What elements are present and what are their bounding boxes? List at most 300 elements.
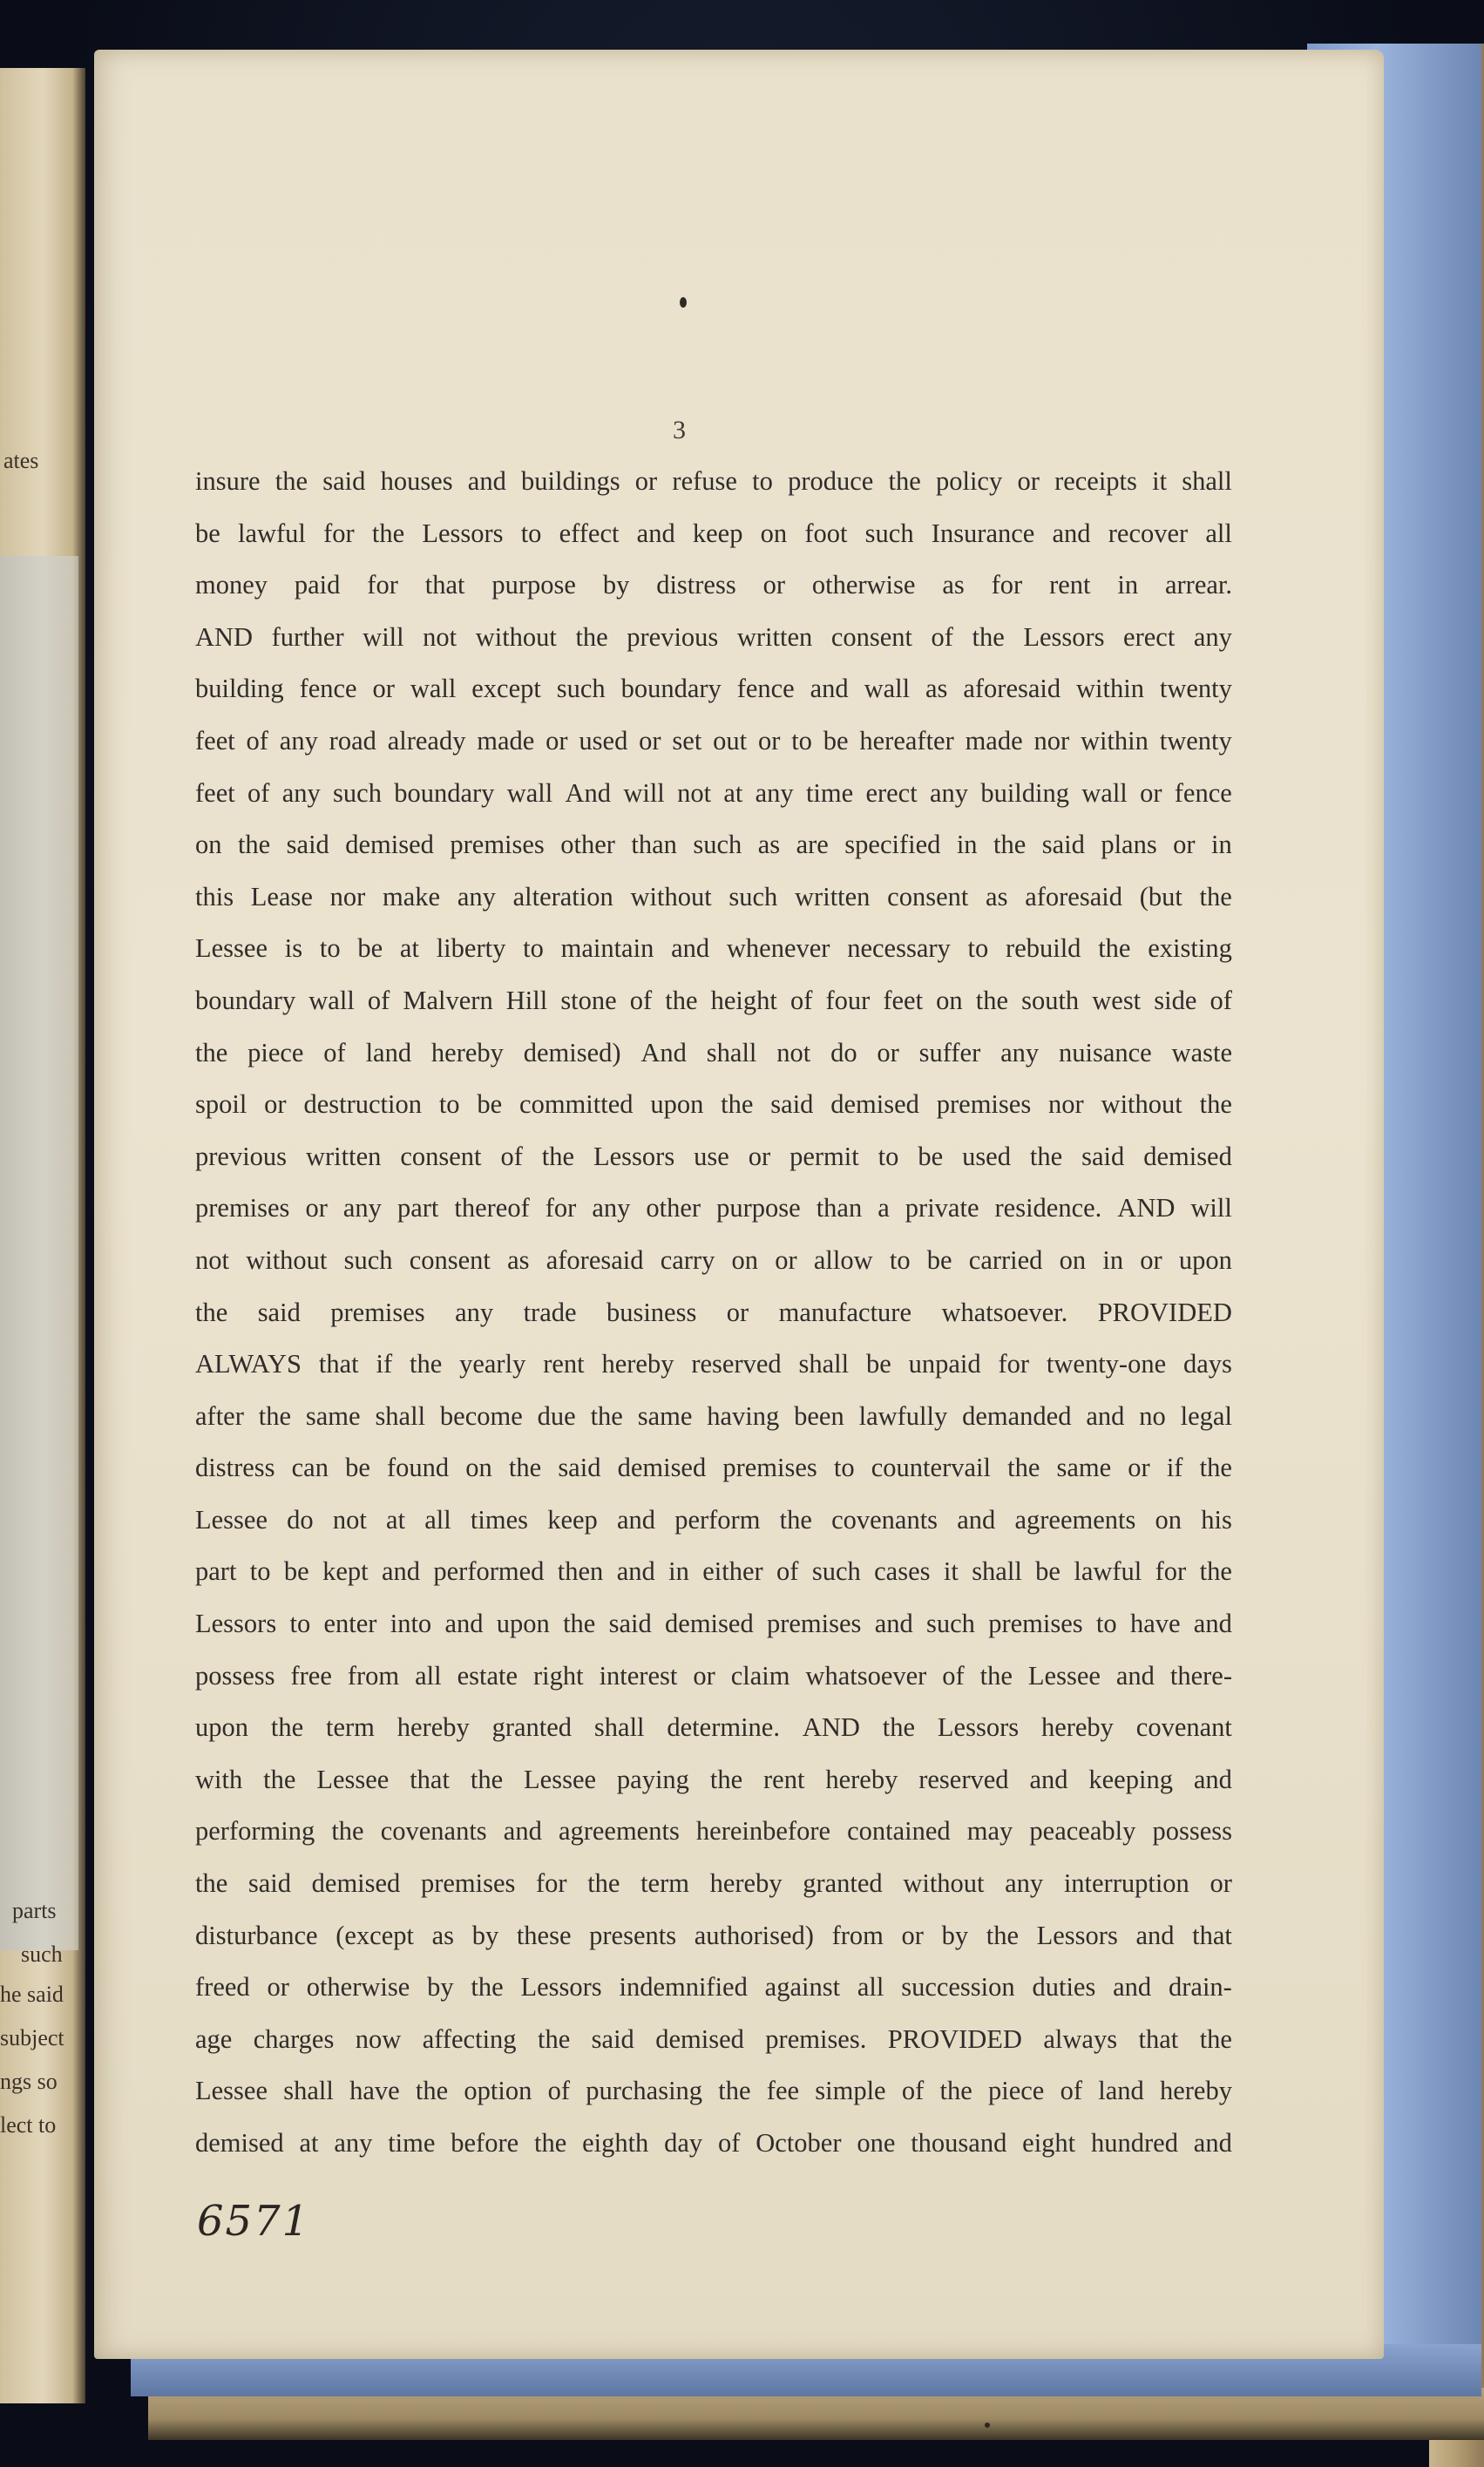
text-word: possess xyxy=(1152,1816,1232,1847)
text-word: as xyxy=(431,1920,455,1950)
text-word: is xyxy=(284,933,303,964)
text-word: day xyxy=(664,2128,703,2158)
text-word: land xyxy=(1098,2076,1144,2106)
text-word: determine. xyxy=(667,1712,780,1743)
text-word: premises xyxy=(450,830,545,860)
text-word: fee xyxy=(766,2076,800,2106)
text-word: that xyxy=(1192,1920,1232,1950)
text-word: enter xyxy=(323,1609,377,1639)
text-word: the xyxy=(541,1141,575,1171)
text-word: upon xyxy=(650,1089,704,1120)
text-word: said xyxy=(1081,1141,1125,1171)
text-word: to xyxy=(889,1244,911,1275)
text-word: permit xyxy=(789,1141,859,1171)
text-word: or xyxy=(757,725,781,756)
text-word: such xyxy=(693,830,742,860)
text-word: granted xyxy=(803,1868,883,1899)
text-word: hereinbefore xyxy=(695,1816,831,1847)
text-word: consent xyxy=(400,1141,482,1171)
text-word: wall xyxy=(864,674,911,704)
text-word: the xyxy=(1199,1556,1232,1587)
text-word: than xyxy=(631,830,677,860)
text-line xyxy=(195,1609,1232,1661)
text-word: of xyxy=(547,2076,570,2106)
text-word: AND xyxy=(1117,1193,1176,1223)
text-word: demised xyxy=(830,1089,919,1120)
ink-mark xyxy=(680,297,687,308)
text-line xyxy=(195,2024,1232,2077)
text-word: any xyxy=(279,725,318,756)
text-word: same xyxy=(1056,1453,1112,1483)
text-word: as xyxy=(757,830,781,860)
text-word: the xyxy=(270,1712,304,1743)
text-word: the xyxy=(263,1764,296,1794)
text-word: other xyxy=(560,830,615,860)
text-word: in xyxy=(1211,830,1232,860)
text-word: all xyxy=(424,1504,451,1535)
text-word: if xyxy=(376,1349,393,1379)
text-word: yearly xyxy=(459,1349,526,1379)
text-word: Lessee xyxy=(316,1764,390,1794)
text-word: times xyxy=(470,1504,529,1535)
text-word: be xyxy=(926,1244,952,1275)
previous-page-tint xyxy=(0,556,78,1950)
text-word: Lessee xyxy=(524,1764,597,1794)
text-word: peaceably xyxy=(1029,1816,1136,1847)
text-word: the xyxy=(1199,881,1232,912)
text-word: premises xyxy=(766,1609,862,1639)
text-word: or xyxy=(775,1244,797,1275)
text-word: or xyxy=(1140,777,1162,808)
text-word: the xyxy=(471,1972,504,2003)
text-line xyxy=(195,1401,1232,1454)
text-word: necessary xyxy=(847,933,951,964)
text-word: agreements xyxy=(1014,1504,1136,1535)
text-word: cases xyxy=(874,1556,931,1587)
text-word: or xyxy=(545,725,568,756)
text-word: found xyxy=(387,1453,450,1483)
text-word: any xyxy=(929,777,969,808)
text-word: further xyxy=(271,621,344,652)
text-word: authorised) xyxy=(694,1920,814,1950)
text-word: make xyxy=(383,881,441,912)
text-word: on xyxy=(760,518,788,548)
text-word: legal xyxy=(1180,1400,1232,1431)
text-word: shall xyxy=(1182,466,1232,496)
text-word: demised xyxy=(655,2023,744,2054)
text-word: policy xyxy=(935,466,1003,496)
text-word: of xyxy=(323,1037,346,1067)
text-line xyxy=(195,986,1232,1038)
text-word: shall xyxy=(375,1400,426,1431)
text-word: hereby xyxy=(709,1868,783,1899)
text-word: distress xyxy=(656,570,736,600)
text-word: wall xyxy=(506,777,553,808)
text-word: AND xyxy=(802,1712,860,1743)
text-word: distress xyxy=(195,1453,275,1483)
text-word: residence. xyxy=(994,1193,1102,1223)
text-word: the xyxy=(718,2076,751,2106)
text-word: if xyxy=(1166,1453,1183,1483)
text-line xyxy=(195,1765,1232,1817)
text-word: land xyxy=(365,1037,412,1067)
text-word: drain- xyxy=(1169,1972,1232,2003)
text-word: eight xyxy=(1022,2128,1076,2158)
text-line xyxy=(195,778,1232,830)
text-word: allow xyxy=(813,1244,873,1275)
text-word: aforesaid xyxy=(963,674,1061,704)
text-word: the xyxy=(1098,933,1131,964)
text-word: any xyxy=(334,2128,373,2158)
text-word: of xyxy=(931,621,953,652)
text-word: Lessee xyxy=(1027,1660,1101,1691)
text-word: as xyxy=(942,570,965,600)
text-word: term xyxy=(325,1712,375,1743)
text-word: already xyxy=(387,725,466,756)
text-word: to xyxy=(833,1453,855,1483)
text-word: and xyxy=(1193,2128,1232,2158)
text-word: premises xyxy=(722,1453,817,1483)
text-word: side xyxy=(1154,985,1197,1015)
text-word: premises xyxy=(195,1193,290,1223)
text-word: either xyxy=(702,1556,763,1587)
text-word: insure xyxy=(195,466,261,496)
text-word: can xyxy=(291,1453,329,1483)
text-word: use xyxy=(694,1141,729,1171)
text-word: any xyxy=(1005,1868,1044,1899)
text-word: term xyxy=(640,1868,689,1899)
text-word: the xyxy=(331,1816,364,1847)
text-word: demised xyxy=(1143,1141,1232,1171)
text-word: to xyxy=(752,466,773,496)
text-word: same xyxy=(637,1400,693,1431)
text-word: twenty xyxy=(1159,674,1232,704)
handwritten-note: 6571 xyxy=(197,2197,311,2246)
binding-pin xyxy=(985,2423,990,2428)
text-word: kept xyxy=(322,1556,369,1587)
text-word: upon xyxy=(1178,1244,1232,1275)
text-word: of xyxy=(500,1141,523,1171)
text-line xyxy=(195,1453,1232,1505)
text-word: will xyxy=(623,777,665,808)
text-line xyxy=(195,1868,1232,1921)
text-word: whatsoever xyxy=(805,1660,927,1691)
text-word: not xyxy=(776,1037,811,1067)
text-word: other xyxy=(646,1193,701,1223)
text-word: whatsoever. xyxy=(941,1297,1068,1327)
text-word: of xyxy=(776,1556,799,1587)
text-word: any xyxy=(455,1297,494,1327)
text-word: interest xyxy=(599,1660,678,1691)
lease-body-text xyxy=(195,466,1232,2180)
text-word: there- xyxy=(1169,1660,1232,1691)
text-line xyxy=(195,882,1232,934)
previous-page-fragment: lect to xyxy=(0,2112,57,2138)
text-word: to xyxy=(523,933,544,964)
text-line xyxy=(195,2128,1232,2180)
text-word: performing xyxy=(195,1816,315,1847)
text-word: interruption xyxy=(1063,1868,1189,1899)
text-word: may xyxy=(966,1816,1013,1847)
text-word: said xyxy=(608,1609,652,1639)
text-word: Lessors xyxy=(1023,621,1105,652)
text-word: building xyxy=(980,777,1069,808)
text-word: or xyxy=(748,1141,771,1171)
text-word: PROVIDED xyxy=(887,2023,1022,2054)
text-word: the xyxy=(779,1504,812,1535)
text-word: buildings xyxy=(521,466,620,496)
text-word: and xyxy=(444,1609,484,1639)
text-word: eighth xyxy=(582,2128,649,2158)
text-word: or xyxy=(1017,466,1040,496)
text-word: performed xyxy=(433,1556,545,1587)
text-line xyxy=(195,1661,1232,1713)
text-word: and xyxy=(810,674,849,704)
text-word: in xyxy=(668,1556,689,1587)
text-word: and xyxy=(467,466,506,496)
text-word: nor xyxy=(329,881,366,912)
text-word: within xyxy=(1076,674,1144,704)
text-word: to xyxy=(249,1556,271,1587)
text-word: all xyxy=(857,1972,884,2003)
text-word: private xyxy=(905,1193,979,1223)
text-word: covenant xyxy=(1135,1712,1232,1743)
text-word: said xyxy=(1041,830,1085,860)
text-word: to xyxy=(289,1609,311,1639)
text-line xyxy=(195,1505,1232,1557)
text-word: the xyxy=(508,1453,542,1483)
text-word: from xyxy=(831,1920,884,1950)
text-word: not xyxy=(195,1244,229,1275)
text-word: before xyxy=(451,2128,519,2158)
text-line xyxy=(195,1298,1232,1350)
text-word: from xyxy=(347,1660,400,1691)
text-word: on xyxy=(1155,1504,1182,1535)
text-word: reserved xyxy=(691,1349,782,1379)
text-word: the xyxy=(1007,1453,1040,1483)
previous-page-edge xyxy=(0,68,85,2403)
text-word: (except xyxy=(335,1920,414,1950)
text-word: rent xyxy=(1049,570,1091,600)
text-word: or xyxy=(693,1660,715,1691)
text-word: of xyxy=(789,985,813,1015)
text-word: without xyxy=(475,621,557,652)
text-word: rent xyxy=(763,1764,805,1794)
text-word: piece xyxy=(987,2076,1045,2106)
text-word: of xyxy=(629,985,653,1015)
text-line xyxy=(195,1556,1232,1609)
text-line xyxy=(195,622,1232,674)
text-word: by xyxy=(427,1972,454,2003)
text-word: Insurance xyxy=(931,518,1035,548)
text-word: demanded xyxy=(962,1400,1072,1431)
text-word: such xyxy=(926,1609,975,1639)
text-word: business xyxy=(606,1297,697,1327)
text-word: any xyxy=(592,1193,631,1223)
text-word: no xyxy=(1139,1400,1166,1431)
text-word: houses xyxy=(380,466,453,496)
previous-page-fragment: such xyxy=(21,1942,63,1967)
text-word: paid xyxy=(294,570,341,600)
text-word: carry xyxy=(660,1244,715,1275)
text-word: due xyxy=(537,1400,576,1431)
text-line xyxy=(195,674,1232,726)
text-word: feet xyxy=(195,725,235,756)
text-word: fence xyxy=(736,674,795,704)
text-word: premises. xyxy=(765,2023,867,2054)
text-word: the xyxy=(371,518,405,548)
text-word: of xyxy=(246,725,268,756)
text-word: aforesaid xyxy=(1025,881,1122,912)
text-word: waste xyxy=(1171,1037,1232,1067)
text-word: presents xyxy=(589,1920,677,1950)
text-word: possess xyxy=(195,1660,275,1691)
text-word: or xyxy=(267,1972,289,2003)
text-word: for xyxy=(535,1868,567,1899)
text-word: wall xyxy=(308,985,355,1015)
text-word: lawful xyxy=(1074,1556,1142,1587)
text-word: will xyxy=(363,621,404,652)
text-word: by xyxy=(602,570,630,600)
text-word: of xyxy=(942,1660,965,1691)
text-word: be xyxy=(283,1556,309,1587)
text-word: maintain xyxy=(560,933,654,964)
text-word: Lessors xyxy=(937,1712,1020,1743)
text-word: hereby xyxy=(1040,1712,1114,1743)
text-word: of xyxy=(901,2076,925,2106)
text-word: not xyxy=(332,1504,367,1535)
text-word: and xyxy=(636,518,675,548)
text-word: the xyxy=(979,1660,1013,1691)
text-word: on xyxy=(731,1244,759,1275)
text-word: the xyxy=(195,1868,228,1899)
text-word: that xyxy=(318,1349,359,1379)
text-word: any xyxy=(1000,1037,1040,1067)
text-word: Lessee xyxy=(195,2076,268,2106)
text-word: of xyxy=(367,985,390,1015)
text-word: fence xyxy=(1174,777,1232,808)
text-word: spoil xyxy=(195,1089,247,1120)
text-word: that xyxy=(1138,2023,1179,2054)
text-word: this xyxy=(195,881,234,912)
text-word: to xyxy=(438,1089,460,1120)
text-word: otherwise xyxy=(811,570,916,600)
text-word: thousand xyxy=(911,2128,1007,2158)
text-word: purpose xyxy=(491,570,576,600)
text-word: charges xyxy=(253,2023,335,2054)
text-word: be xyxy=(477,1089,503,1120)
text-word: shall xyxy=(283,2076,334,2106)
text-word: shall xyxy=(593,1712,645,1743)
previous-page-fragment: ngs so xyxy=(0,2069,58,2094)
text-word: age xyxy=(195,2023,233,2054)
text-word: at xyxy=(386,1504,406,1535)
text-word: used xyxy=(962,1141,1011,1171)
text-word: the xyxy=(587,1868,620,1899)
text-word: not xyxy=(677,777,712,808)
text-word: granted xyxy=(491,1712,573,1743)
text-word: the xyxy=(575,621,608,652)
text-word: consent xyxy=(409,1244,491,1275)
text-word: the xyxy=(470,1764,504,1794)
text-word: time xyxy=(388,2128,436,2158)
text-word: previous xyxy=(195,1141,288,1171)
text-word: by xyxy=(471,1920,499,1950)
text-word: on xyxy=(936,985,963,1015)
text-word: unpaid xyxy=(908,1349,981,1379)
text-word: (but xyxy=(1139,881,1182,912)
text-word: keeping xyxy=(1088,1764,1173,1794)
text-word: October xyxy=(756,2128,842,2158)
text-word: demised xyxy=(345,830,434,860)
text-word: hereafter xyxy=(859,725,954,756)
text-word: be xyxy=(823,725,849,756)
text-word: hereby xyxy=(825,1764,898,1794)
text-word: all xyxy=(415,1660,442,1691)
text-line xyxy=(195,1193,1232,1245)
text-word: agreements xyxy=(558,1816,680,1847)
previous-page-fragment: ates xyxy=(3,448,39,473)
text-word: then xyxy=(557,1556,604,1587)
text-word: be xyxy=(357,933,383,964)
text-line xyxy=(195,518,1232,571)
text-word: Malvern xyxy=(403,985,493,1015)
text-word: or xyxy=(372,674,395,704)
text-word: a xyxy=(878,1193,890,1223)
text-word: or xyxy=(1140,1244,1162,1275)
text-word: four xyxy=(825,985,871,1015)
text-word: than xyxy=(816,1193,863,1223)
text-word: been xyxy=(794,1400,844,1431)
text-word: into xyxy=(390,1609,432,1639)
text-word: the xyxy=(709,1764,743,1794)
text-word: and xyxy=(616,1556,655,1587)
text-word: of xyxy=(1060,2076,1082,2106)
text-word: said xyxy=(286,830,329,860)
text-word: boundary xyxy=(394,777,495,808)
text-word: and xyxy=(1113,1972,1152,2003)
text-word: said xyxy=(770,1089,814,1120)
text-word: without xyxy=(1101,1089,1182,1120)
text-word: such xyxy=(728,881,778,912)
text-word: And xyxy=(640,1037,687,1067)
text-word: affecting xyxy=(422,2023,517,2054)
text-line xyxy=(195,1816,1232,1868)
text-word: these xyxy=(516,1920,572,1950)
text-word: it xyxy=(943,1556,959,1587)
text-word: the xyxy=(939,2076,972,2106)
text-word: produce xyxy=(788,466,874,496)
text-word: demised xyxy=(665,1609,754,1639)
document-page xyxy=(94,50,1384,2359)
text-line xyxy=(195,466,1232,518)
text-word: road xyxy=(329,725,376,756)
text-word: be xyxy=(195,518,220,548)
previous-page-fragment: subject xyxy=(0,2025,64,2050)
text-word: part xyxy=(396,1193,439,1223)
text-word: covenants xyxy=(380,1816,487,1847)
text-word: Lessors xyxy=(195,1609,277,1639)
text-word: countervail xyxy=(871,1453,991,1483)
text-word: consent xyxy=(887,881,969,912)
text-word: said xyxy=(591,2023,634,2054)
text-word: Lessee xyxy=(195,933,268,964)
text-word: indemnified xyxy=(619,1972,748,2003)
text-word: the xyxy=(237,830,271,860)
text-word: written xyxy=(305,1141,382,1171)
text-line xyxy=(195,1142,1232,1194)
text-word: have xyxy=(1129,1609,1181,1639)
